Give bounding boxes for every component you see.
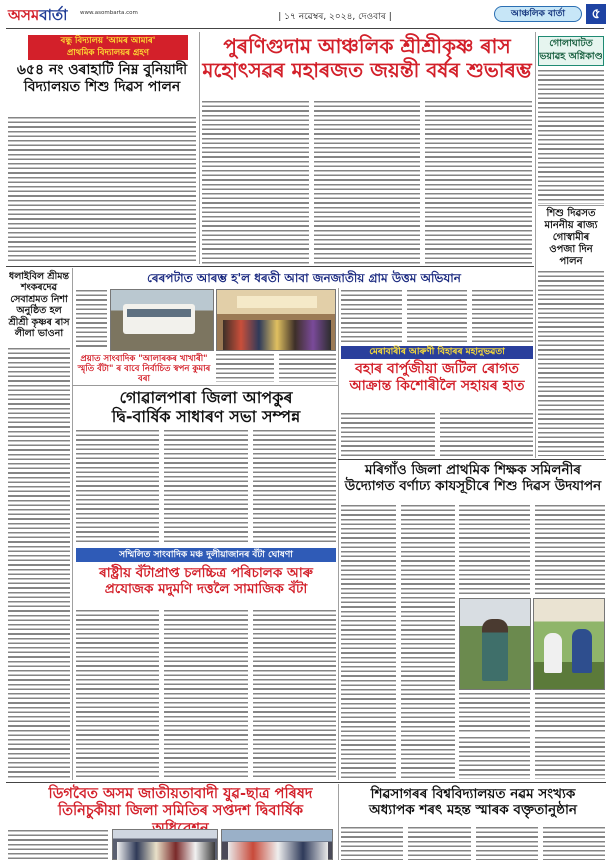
rash-main-headline (202, 34, 532, 98)
banner-shape (237, 296, 317, 308)
campaign-people-photo (216, 289, 336, 351)
section-divider (538, 205, 604, 206)
merabari-headline-line-2: আক্ৰান্ত কিশোৰীলৈ সহায়ৰ হাত (349, 377, 525, 394)
morigaon-body (341, 505, 455, 778)
article-body-text (341, 413, 435, 457)
golaghat-headline-line-2: ভয়াৱহ অগ্নিকাণ্ড (539, 51, 603, 62)
duliajan-headline-line-1: ৰাষ্ট্ৰীয় বঁটাপ্ৰাপ্ত চলচ্চিত্ৰ পৰিচালক আৰু (99, 565, 313, 581)
merabari-headline-line-1: বহাৰ বাৰ্পুজীয়া জটিল ৰোগত (355, 361, 519, 377)
journalist-headline-line-2: স্মৃতি বঁটা" ৰ বাবে নিৰ্বাচিত স্বপন কুমাৰ বৰা (77, 364, 211, 385)
photo-caption (459, 693, 605, 733)
duliajan-headline-line-2: প্ৰযোজক মদুমণি দত্তলৈ সামাজিক বঁটা (104, 581, 308, 598)
column-divider (199, 32, 200, 264)
rash-headline-line-1: পুৰণিগুদাম আঞ্চলিক শ্ৰীশ্ৰীকৃষ্ণ ৰাস (223, 34, 511, 58)
school-headline: ৬৫৪ নং ওৰাহাটি নিম্ন বুনিয়াদী বিদ্যালয়ত শিশু দিৱস পালন (16, 62, 188, 95)
column-divider (535, 32, 536, 458)
caption-text (459, 693, 530, 733)
crowd-shape (228, 842, 328, 860)
rash-body (202, 101, 532, 264)
goalpara-headline (76, 388, 336, 428)
duliajan-kicker-banner: সম্মিলিত সাংবাদিক মঞ্চ দুলীয়াজানৰ বঁটা ঘোষণা (76, 548, 336, 562)
article-body-text (476, 827, 538, 860)
duliajan-body (76, 610, 336, 778)
child-shape (572, 629, 592, 673)
article-body-text (8, 830, 108, 860)
morigaon-event-photo (459, 598, 531, 690)
section-divider (72, 385, 338, 386)
morigaon-body-bottom (459, 737, 605, 779)
sivasagar-headline (341, 786, 605, 824)
article-body-text (408, 827, 470, 860)
digboi-headline-line-1: ডিগবৈত অসম জাতীয়তাবাদী যুৱ-ছাত্ৰ পৰিষদ (48, 786, 313, 802)
masthead-divider (6, 28, 604, 29)
article-body-text (164, 610, 247, 778)
morigaon-headline-line-1: মৰিগাঁও জিলা প্ৰাথমিক শিক্ষক সমিলনীৰ (365, 462, 581, 478)
article-body-text (472, 290, 533, 342)
digboi-headline (28, 786, 333, 826)
dhalaibil-headline: ধলাইবিল শ্ৰীমন্ত শংকৰদেৱ সেবাশ্ৰমত নিশা অনুষ্ঠিত হল শ্ৰীশ্ৰী কৃষ্ণৰ ৰাস লীলা ভাওনা (8, 271, 70, 339)
journalist-headline-line-1: প্ৰয়াত সাংবাদিক "আলাৰকৰ খাখাৰী" (80, 354, 208, 364)
merabari-headline (341, 361, 533, 411)
article-body-text (535, 737, 606, 779)
article-body-text (401, 505, 456, 778)
column-divider (338, 784, 339, 860)
article-body-text (253, 430, 336, 544)
website-url: www.asombarta.com (80, 10, 138, 16)
digboi-headline-line-2: তিনিচুকীয়া জিলা সমিতিৰ সপ্তদশ দ্বিবাৰ্ষিক (57, 803, 303, 820)
duliajan-headline (76, 565, 336, 607)
school-kicker-banner (28, 35, 188, 60)
section-label: আঞ্চলিক বাৰ্তা (494, 6, 582, 22)
logo-part-barta: বাৰ্তা (39, 6, 68, 24)
article-body-text (202, 101, 309, 264)
article-body-text (341, 827, 403, 860)
meeting-stage-photo (221, 829, 333, 860)
column-divider (72, 268, 73, 780)
article-body-text (253, 610, 336, 778)
article-body-text (425, 101, 532, 264)
goalpara-headline-line-2: দ্বি-বাৰ্ষিক সাধাৰণ সভা সম্পন্ন (111, 407, 301, 427)
child-shape (544, 633, 562, 673)
rerpota-headline: ৰেৰপটাত আৰম্ভ হ'ল ধৰতী আবা জনজাতীয় গ্ৰাম উত্তম অভিযান (147, 271, 461, 285)
school-kicker-line-2: প্ৰাথমিক বিদ্যালয়ৰ গ্ৰহণ (67, 48, 149, 58)
article-body-text (8, 348, 70, 778)
article-body-text (538, 271, 604, 456)
merabari-kicker-banner: মেৰাবাৰীৰ আৰুণী বিহাৰৰ মহানুভৱতা (341, 346, 533, 359)
children-plants-photo (533, 598, 605, 690)
logo-part-asom: অসম (8, 6, 40, 24)
person-shape (482, 619, 508, 681)
golaghat-fire-headline (538, 36, 604, 66)
rerpota-body (341, 290, 533, 342)
bus-photo (110, 289, 214, 351)
article-body-text (8, 117, 196, 264)
masthead-logo (8, 4, 78, 26)
caption-text (279, 354, 337, 382)
children-day-birthday-headline: শিশু দিৱসত মাননীয় ৰাজ্য গোস্বামীৰ ওপজা দিন পালন (544, 208, 598, 267)
article-body-text (76, 430, 159, 544)
article-body-text (543, 827, 605, 860)
sivasagar-headline-line-1: শিৱসাগৰৰ বিশ্ববিদ্যালয়ত নৱম সংখ্যক (370, 786, 576, 802)
article-body-text (341, 290, 402, 342)
meeting-group-photo (112, 829, 218, 860)
photo-caption (216, 354, 336, 382)
bus-window-strip (127, 309, 191, 317)
column-divider (338, 288, 339, 780)
morigaon-body-right (459, 505, 605, 595)
section-divider (6, 782, 606, 783)
crowd-shape (223, 320, 331, 350)
article-body-text (535, 505, 606, 595)
article-body-text (76, 610, 159, 778)
section-divider (338, 459, 606, 460)
school-kicker-line-1: বন্ধু বিদ্যালয় 'আমৰ আমাৰ' (60, 36, 156, 46)
merabari-body (341, 413, 533, 457)
section-divider (6, 266, 534, 267)
article-body-text (459, 737, 530, 779)
article-body-text (407, 290, 468, 342)
caption-text (216, 354, 274, 382)
morigaon-headline-line-2: উদ্যোগত বৰ্ণাঢ্য কাযসূচীৰে শিশু দিৱস উদযাপন (344, 478, 602, 495)
article-body-text (76, 290, 107, 350)
issue-date: | ১৭ নৱেম্বৰ, ২০২৪, দেওবাৰ | (278, 12, 392, 22)
golaghat-headline-line-1: গোলাঘাটত (549, 38, 593, 49)
article-body-text (314, 101, 421, 264)
morigaon-headline (341, 462, 605, 502)
journalist-award-headline (76, 354, 212, 384)
rash-headline-line-2: মহোৎসৱৰ মহাৰজত জয়ন্তী বৰ্ষৰ শুভাৰম্ভ (202, 58, 532, 82)
page-number: ৫ (586, 4, 606, 24)
caption-text (535, 693, 606, 733)
article-body-text (341, 505, 396, 778)
crowd-shape (117, 842, 215, 860)
article-body-text (538, 70, 604, 204)
article-body-text (164, 430, 247, 544)
sivasagar-headline-line-2: অধ্যাপক শৰৎ মহন্ত স্মাৰক বক্তৃতানুষ্ঠান (369, 802, 577, 819)
article-body-text (459, 505, 530, 595)
goalpara-headline-line-1: গোৱালপাৰা জিলা আপকুৰ (119, 388, 293, 407)
sivasagar-body (341, 827, 605, 860)
goalpara-body (76, 430, 336, 544)
article-body-text (440, 413, 534, 457)
